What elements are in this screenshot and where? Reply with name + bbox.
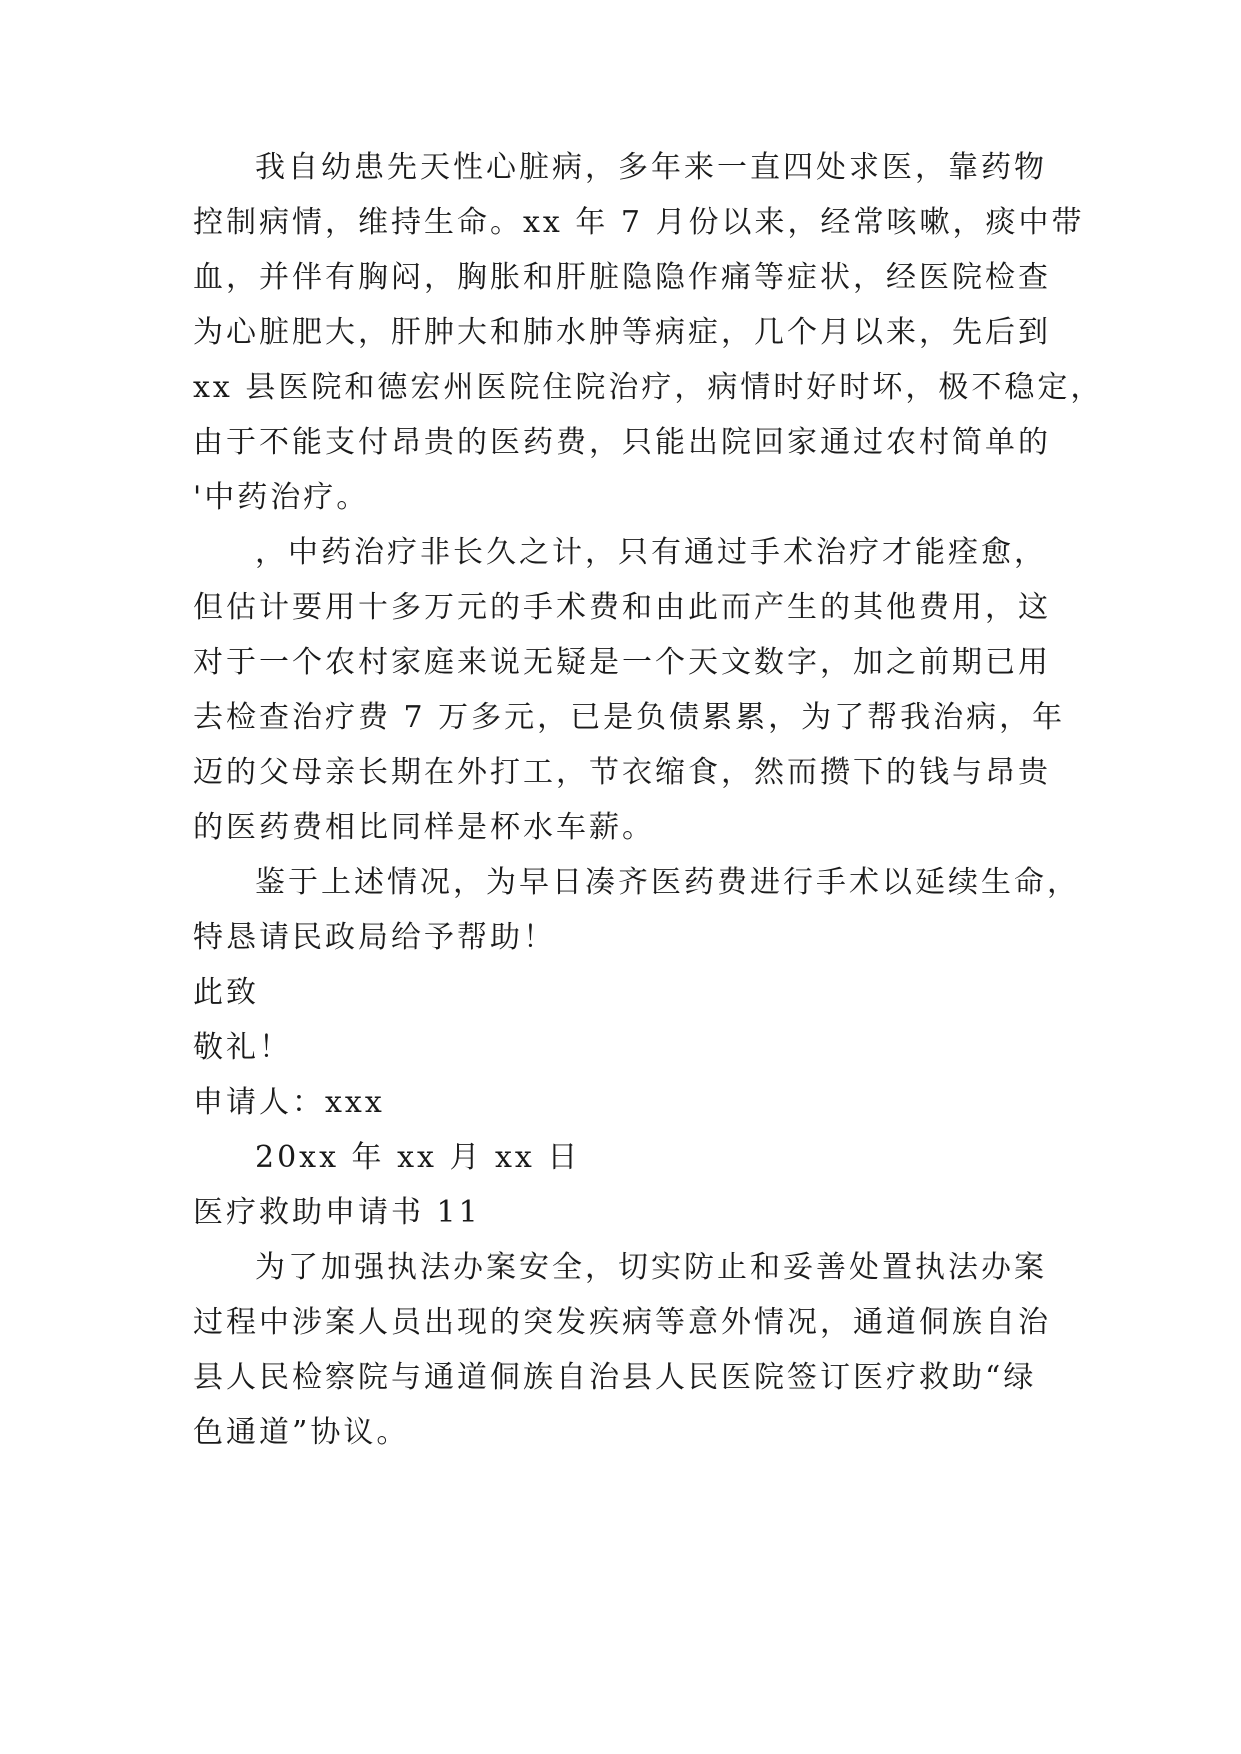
paragraph-line: xx 县医院和德宏州医院住院治疗，病情时好时坏，极不稳定， xyxy=(193,370,1104,405)
paragraph-line: 过程中涉案人员出现的突发疾病等意外情况，通道侗族自治 xyxy=(193,1305,1051,1340)
paragraph-line: 的医药费相比同样是杯水车薪。 xyxy=(193,810,655,845)
paragraph-line: 迈的父母亲长期在外打工，节衣缩食，然而攒下的钱与昂贵 xyxy=(193,755,1051,790)
section-title: 医疗救助申请书 11 xyxy=(193,1195,481,1230)
paragraph-line: 但估计要用十多万元的手术费和由此而产生的其他费用，这 xyxy=(193,590,1051,625)
paragraph-line: '中药治疗。 xyxy=(193,480,370,515)
paragraph-line: 特恳请民政局给予帮助！ xyxy=(193,920,556,955)
paragraph-line: 为了加强执法办案安全，切实防止和妥善处置执法办案 xyxy=(255,1250,1047,1285)
date-line: 20xx 年 xx 月 xx 日 xyxy=(255,1140,581,1175)
paragraph-line: ，中药治疗非长久之计，只有通过手术治疗才能痊愈， xyxy=(255,535,1047,570)
paragraph-line: 我自幼患先天性心脏病，多年来一直四处求医，靠药物 xyxy=(255,150,1047,185)
paragraph-line: 对于一个农村家庭来说无疑是一个天文数字，加之前期已用 xyxy=(193,645,1051,680)
applicant-line: 申请人：xxx xyxy=(193,1085,385,1120)
paragraph-line: 去检查治疗费 7 万多元，已是负债累累，为了帮我治病，年 xyxy=(193,700,1066,735)
closing-line: 敬礼！ xyxy=(193,1030,292,1065)
closing-line: 此致 xyxy=(193,975,259,1010)
paragraph-line: 为心脏肥大，肝肿大和肺水肿等病症，几个月以来，先后到 xyxy=(193,315,1051,350)
paragraph-line: 血，并伴有胸闷，胸胀和肝脏隐隐作痛等症状，经医院检查 xyxy=(193,260,1051,295)
paragraph-line: 由于不能支付昂贵的医药费，只能出院回家通过农村简单的 xyxy=(193,425,1051,460)
paragraph-line: 鉴于上述情况，为早日凑齐医药费进行手术以延续生命， xyxy=(255,865,1080,900)
paragraph-line: 县人民检察院与通道侗族自治县人民医院签订医疗救助“绿 xyxy=(193,1360,1037,1395)
paragraph-line: 控制病情，维持生命。xx 年 7 月份以来，经常咳嗽，痰中带 xyxy=(193,205,1085,240)
paragraph-line: 色通道”协议。 xyxy=(193,1415,410,1450)
